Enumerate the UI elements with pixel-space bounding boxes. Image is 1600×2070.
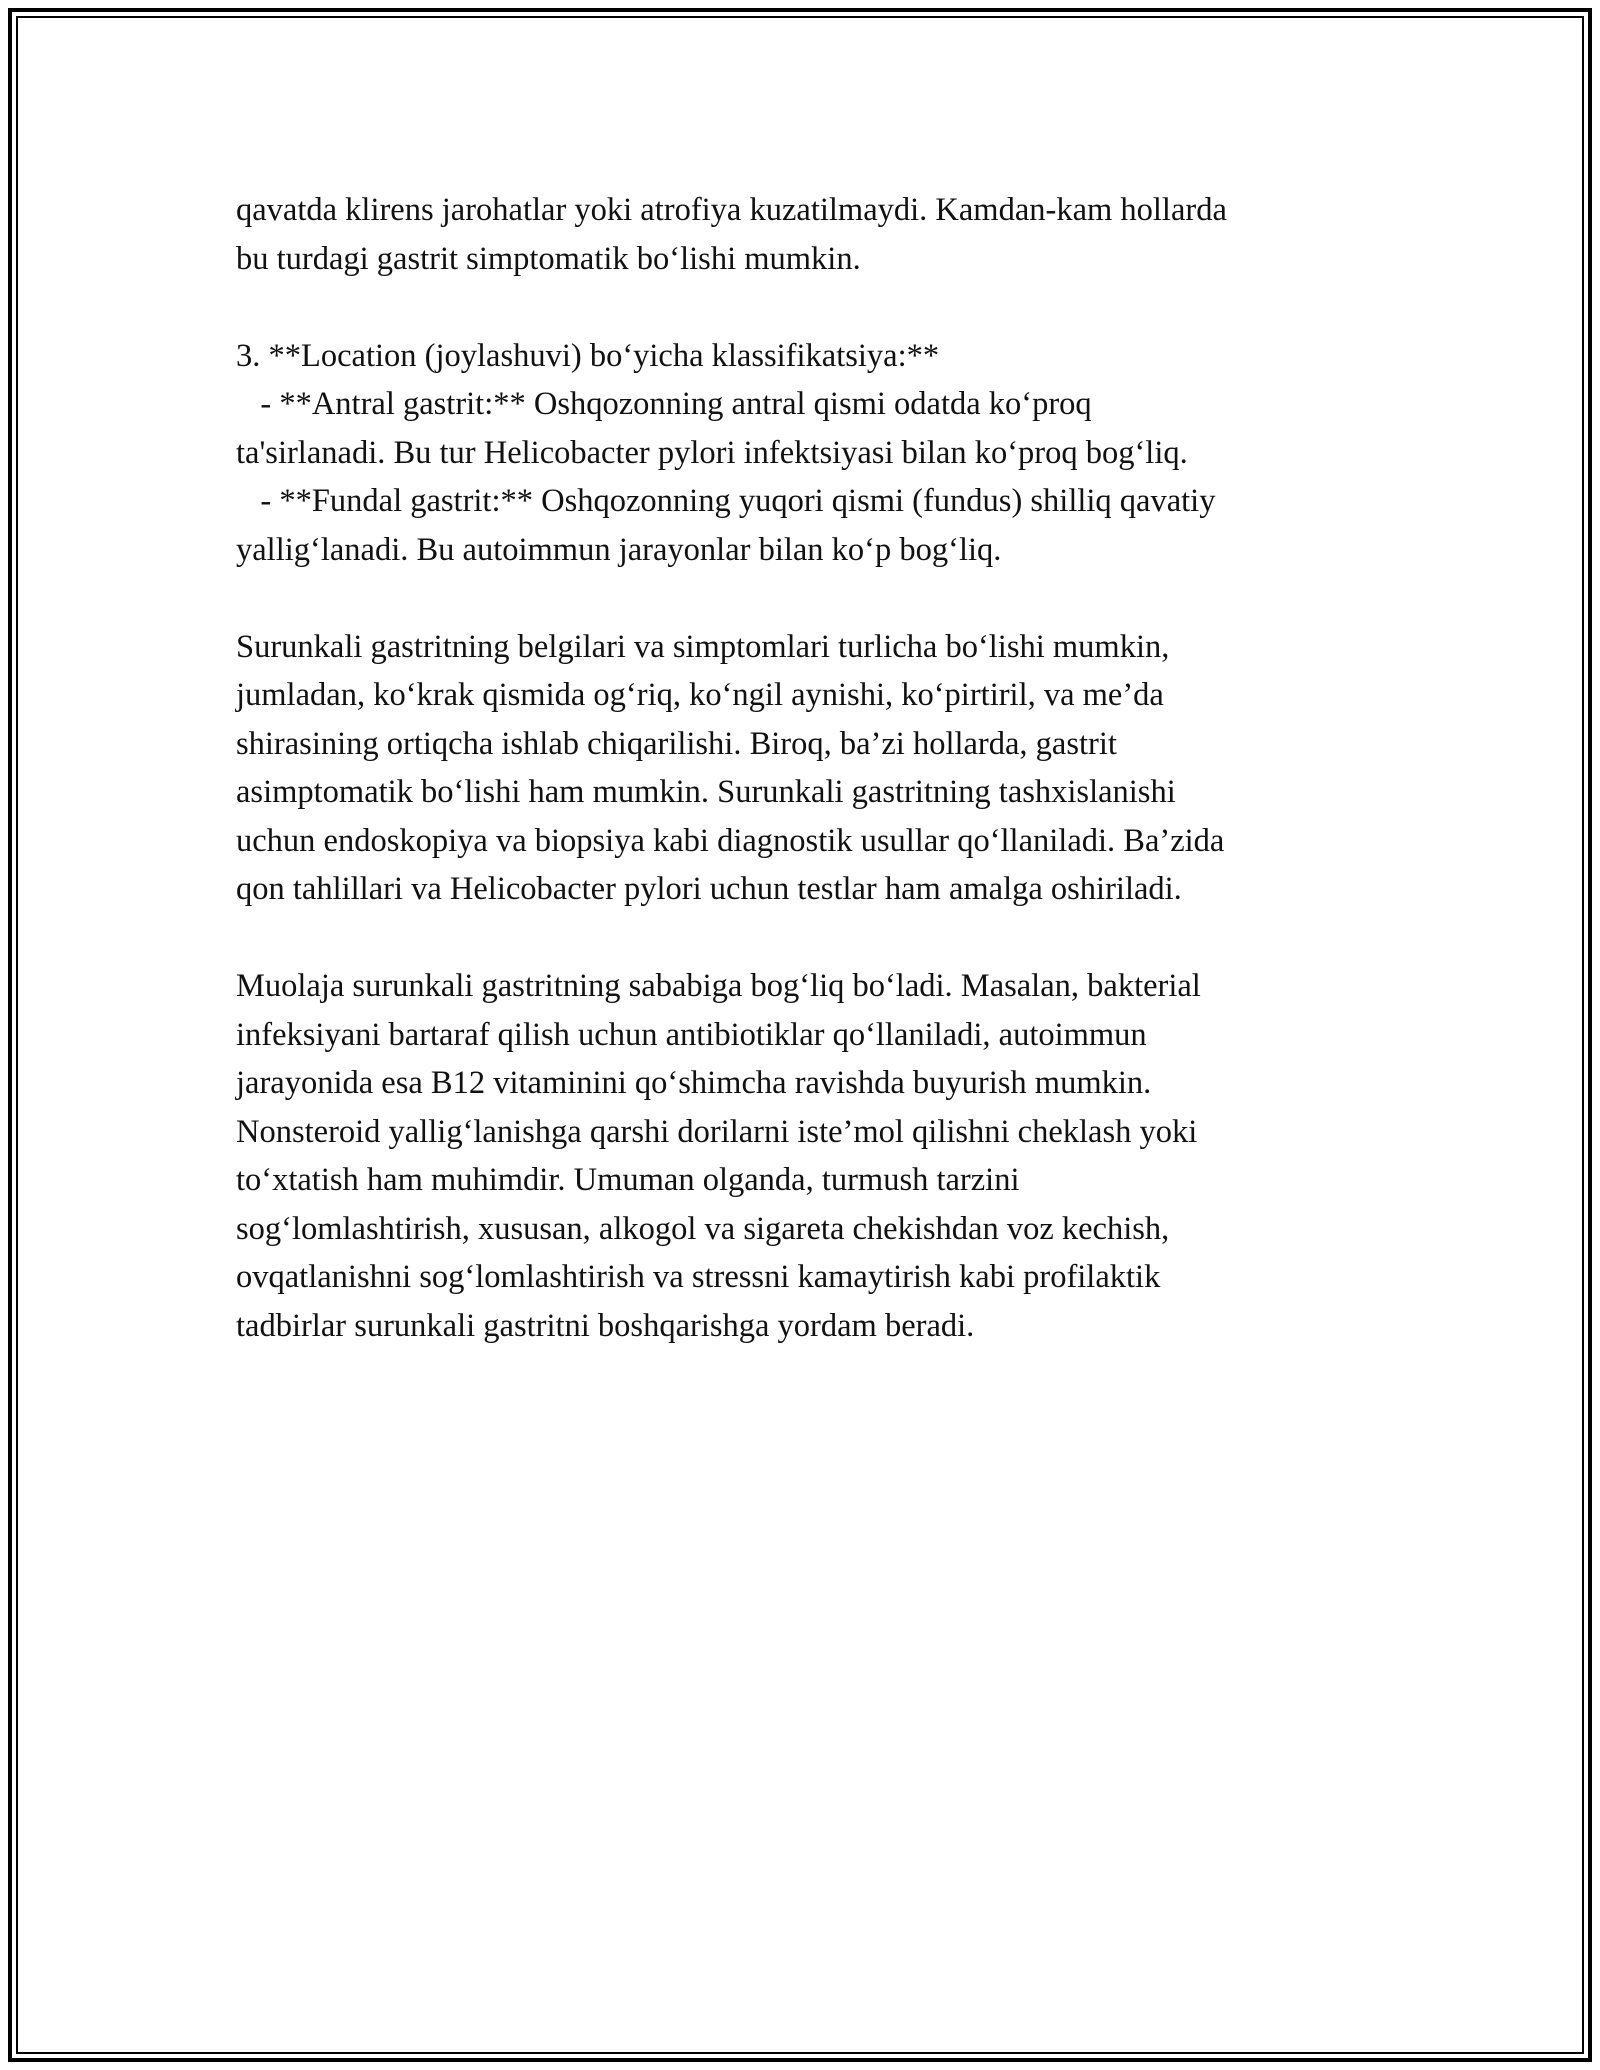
- text-line: bu turdagi gastrit simptomatik bo‘lishi mumkin.: [236, 240, 861, 277]
- text-line: asimptomatik bo‘lishi ham mumkin. Surunkali gastritning tashxislanishi: [236, 774, 1176, 810]
- text-line: shirasining ortiqcha ishlab chiqarilishi. Biroq, ba’zi hollarda, gastrit: [236, 725, 1117, 762]
- text-line: Nonsteroid yallig‘lanishga qarshi dorilarni iste’mol qilishni cheklash yoki: [236, 1113, 1198, 1150]
- text-line: jumladan, ko‘krak qismida og‘riq, ko‘ngil aynishi, ko‘pirtiril, va me’da: [236, 677, 1164, 713]
- paragraph-gastritis-type-end: [236, 186, 1376, 283]
- text-line: tadbirlar surunkali gastritni boshqarishga yordam beradi.: [236, 1307, 975, 1344]
- text-line: infeksiyani bartaraf qilish uchun antibiotiklar qo‘llaniladi, autoimmun: [236, 1016, 1147, 1053]
- list-item: - **Antral gastrit:** Oshqozonning antral qismi odatda ko‘proq: [236, 386, 1092, 422]
- text-line: uchun endoskopiya va biopsiya kabi diagnostik usullar qo‘llaniladi. Ba’zida: [236, 822, 1225, 859]
- text-line: qon tahlillari va Helicobacter pylori uchun testlar ham amalga oshiriladi.: [236, 871, 1182, 907]
- text-line: ta'sirlanadi. Bu tur Helicobacter pylori infektsiyasi bilan ko‘proq bog‘liq.: [236, 434, 1188, 471]
- paragraph-treatment: [236, 962, 1376, 1350]
- text-line: Surunkali gastritning belgilari va simptomlari turlicha bo‘lishi mumkin,: [236, 628, 1170, 665]
- paragraph-location-classification: [236, 332, 1376, 575]
- paragraph-symptoms: [236, 623, 1376, 914]
- text-line: Muolaja surunkali gastritning sababiga bog‘liq bo‘ladi. Masalan, bakterial: [236, 968, 1201, 1004]
- text-line: yallig‘lanadi. Bu autoimmun jarayonlar bilan ko‘p bog‘liq.: [236, 531, 1002, 568]
- text-line: qavatda klirens jarohatlar yoki atrofiya kuzatilmaydi. Kamdan-kam hollarda: [236, 192, 1227, 228]
- list-item: - **Fundal gastrit:** Oshqozonning yuqori qismi (fundus) shilliq qavatiy: [236, 483, 1216, 519]
- text-line: to‘xtatish ham muhimdir. Umuman olganda, turmush tarzini: [236, 1162, 1020, 1198]
- text-line: sog‘lomlashtirish, xususan, alkogol va sigareta chekishdan voz kechish,: [236, 1210, 1170, 1247]
- list-heading: 3. **Location (joylashuvi) bo‘yicha klassifikatsiya:**: [236, 337, 940, 374]
- document-body: [236, 186, 1376, 1399]
- text-line: ovqatlanishni sog‘lomlashtirish va stressni kamaytirish kabi profilaktik: [236, 1259, 1161, 1295]
- text-line: jarayonida esa B12 vitaminini qo‘shimcha ravishda buyurish mumkin.: [236, 1065, 1152, 1101]
